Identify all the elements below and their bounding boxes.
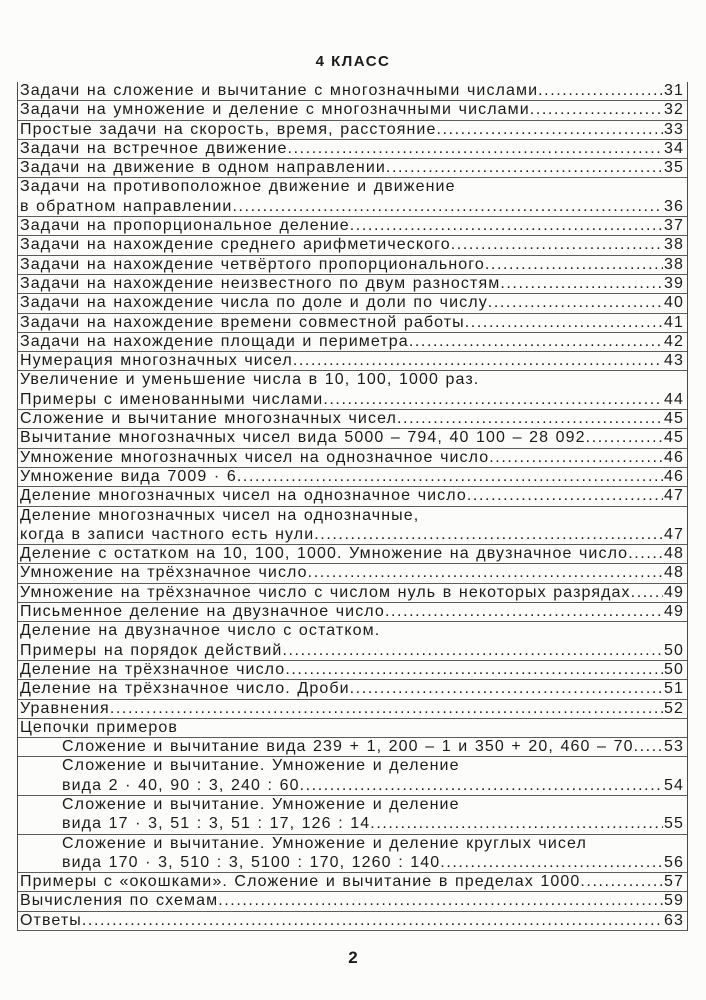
leader-dots (500, 275, 663, 294)
toc-sub-entry-line (18, 835, 687, 854)
toc-entry (18, 912, 687, 931)
table-of-contents (17, 82, 688, 931)
toc-page-number: 59 (664, 892, 684, 910)
toc-entry-title: Деление многозначных чисел на однозначное число (20, 487, 467, 505)
toc-page-number: 38 (664, 236, 684, 254)
toc-sub-entry-title: Сложение и вычитание. Умножение и деление круглых чисел (62, 834, 587, 852)
toc-entry (18, 275, 687, 294)
toc-page-number: 55 (664, 815, 684, 833)
toc-page-number: 37 (664, 217, 684, 235)
toc-entry-line (18, 391, 687, 410)
toc-entry (18, 892, 687, 911)
toc-entry (18, 564, 687, 583)
toc-entry-line (18, 198, 687, 217)
leader-dots (409, 333, 663, 352)
toc-entry (18, 468, 687, 487)
toc-page-number: 47 (664, 487, 684, 505)
toc-entry (18, 236, 687, 255)
leader-dots (397, 410, 663, 429)
toc-entry-title: Деление на трёхзначное число. Дроби (20, 680, 350, 698)
toc-entry-title: Деление на трёхзначное число (20, 660, 286, 678)
toc-sub-entry (18, 738, 687, 757)
toc-sub-entry-line (18, 757, 687, 776)
toc-page-number: 48 (664, 545, 684, 563)
toc-page-number: 36 (664, 197, 684, 215)
toc-entry-title: Задачи на сложение и вычитание с многозначными числами (20, 82, 539, 99)
toc-page-number: 47 (664, 525, 684, 543)
toc-entry-title-continued: в обратном направлении (20, 197, 233, 215)
toc-entry-title: Письменное деление на двузначное число (20, 603, 385, 621)
toc-page-number: 33 (664, 120, 684, 138)
toc-entry-title: Простые задачи на скорость, время, расстояние (20, 120, 437, 138)
toc-page-number: 45 (664, 429, 684, 447)
toc-page-number: 42 (664, 332, 684, 350)
leader-dots (386, 159, 663, 178)
leader-dots (586, 429, 663, 448)
leader-dots (282, 642, 663, 661)
toc-sub-entry (18, 757, 687, 796)
toc-sub-entry-title: Сложение и вычитание. Умножение и деление (62, 757, 460, 775)
toc-page-number: 46 (664, 448, 684, 466)
toc-sub-entry-title-continued: вида 2 · 40, 90 : 3, 240 : 60 (62, 776, 300, 794)
toc-entry-title: Деление на двузначное число с остатком. (20, 622, 381, 640)
toc-entry (18, 603, 687, 622)
leader-dots (580, 873, 663, 892)
toc-entry-title: Деление многозначных чисел на однозначные, (20, 506, 420, 524)
leader-dots (628, 545, 663, 564)
toc-entry (18, 314, 687, 333)
toc-page-number: 50 (664, 660, 684, 678)
toc-entry (18, 159, 687, 178)
leader-dots (288, 140, 663, 159)
toc-sub-entry-line (18, 854, 687, 873)
leader-dots (314, 526, 663, 545)
toc-entry (18, 584, 687, 603)
leader-dots (465, 314, 663, 333)
leader-dots (218, 892, 663, 911)
toc-sub-entry-line (18, 796, 687, 815)
toc-entry-title: Задачи на нахождение площади и периметра (20, 332, 409, 350)
toc-page-number: 52 (664, 699, 684, 717)
leader-dots (285, 661, 663, 680)
toc-entry (18, 873, 687, 892)
leader-dots (538, 82, 663, 101)
toc-entry-title: Задачи на нахождение неизвестного по двум разностям (20, 274, 501, 292)
toc-page-number: 32 (664, 101, 684, 119)
toc-entry-title-continued: Примеры на порядок действий (20, 641, 283, 659)
toc-sub-entry (18, 796, 687, 835)
toc-entry-title: Задачи на нахождение времени совместной работы (20, 313, 465, 331)
toc-entry-title: Примеры с «окошками». Сложение и вычитание в пределах 1000 (20, 873, 581, 891)
toc-entry-title: Умножение многозначных чисел на однозначное число (20, 448, 490, 466)
toc-entry-title: Задачи на нахождение среднего арифметического (20, 236, 451, 254)
toc-entry-title: Умножение на трёхзначное число (20, 564, 308, 582)
leader-dots (350, 680, 663, 699)
toc-page-number: 46 (664, 467, 684, 485)
toc-entry (18, 178, 687, 217)
leader-dots (489, 449, 663, 468)
toc-entry (18, 507, 687, 546)
toc-entry (18, 661, 687, 680)
toc-entry (18, 101, 687, 120)
leader-dots (370, 815, 663, 834)
toc-page-number: 51 (664, 680, 684, 698)
toc-entry-line (18, 507, 687, 526)
toc-group-title: Цепочки примеров (20, 718, 178, 736)
leader-dots (440, 854, 663, 873)
toc-group-chains (18, 719, 687, 873)
toc-page-number: 54 (664, 776, 684, 794)
toc-entry-title: Вычитание многозначных чисел вида 5000 – 794, 40 100 – 28 092 (20, 429, 586, 447)
toc-group-title-line (18, 719, 687, 738)
toc-entry-title-continued: когда в записи частного есть нули (20, 525, 315, 543)
toc-entry (18, 121, 687, 140)
toc-page-number: 31 (664, 82, 684, 99)
toc-page-number: 57 (664, 873, 684, 891)
toc-entry-title: Умножение на трёхзначное число с числом нуль в некоторых разрядах (20, 583, 631, 601)
toc-page-number: 49 (664, 583, 684, 601)
toc-entry-title: Ответы (20, 911, 82, 929)
leader-dots (451, 236, 663, 255)
leader-dots (237, 468, 663, 487)
toc-page-number: 34 (664, 139, 684, 157)
toc-page-number: 35 (664, 159, 684, 177)
toc-entry-title-continued: Примеры с именованными числами (20, 390, 324, 408)
toc-sub-entry-line (18, 777, 687, 796)
leader-dots (110, 700, 663, 719)
toc-entry-title: Задачи на встречное движение (20, 139, 288, 157)
toc-entry-title: Задачи на движение в одном направлении (20, 159, 386, 177)
toc-entry (18, 700, 687, 719)
leader-dots (436, 121, 663, 140)
toc-page-number: 56 (664, 853, 684, 871)
toc-page-number: 43 (664, 352, 684, 370)
toc-entry-title: Вычисления по схемам (20, 892, 219, 910)
toc-entry-title: Задачи на пропорциональное деление (20, 217, 350, 235)
leader-dots (467, 487, 663, 506)
toc-page-number: 38 (664, 255, 684, 273)
toc-entry (18, 371, 687, 410)
leader-dots (232, 198, 663, 217)
toc-sub-entry-title: Сложение и вычитание вида 239 + 1, 200 – 1 и 350 + 20, 460 – 70 (62, 738, 634, 756)
leader-dots (82, 912, 663, 931)
leader-dots (385, 603, 663, 622)
toc-entry (18, 140, 687, 159)
toc-entry-title: Задачи на нахождение числа по доле и доли по числу (20, 294, 488, 312)
toc-page-number: 50 (664, 641, 684, 659)
toc-entry (18, 429, 687, 448)
toc-entry-line (18, 642, 687, 661)
toc-entry (18, 256, 687, 275)
toc-entry (18, 352, 687, 371)
toc-page-number: 48 (664, 564, 684, 582)
toc-entry-line (18, 371, 687, 390)
toc-entry (18, 545, 687, 564)
toc-sub-entry-title: Сложение и вычитание. Умножение и деление (62, 795, 460, 813)
leader-dots (634, 738, 663, 757)
toc-page-number: 45 (664, 410, 684, 428)
toc-entry-title: Сложение и вычитание многозначных чисел (20, 410, 397, 428)
toc-entry-title: Задачи на умножение и деление с многозначными числами (20, 101, 530, 119)
toc-entry (18, 294, 687, 313)
toc-entry-line (18, 622, 687, 641)
toc-entry-title: Умножение вида 7009 · 6 (20, 467, 237, 485)
toc-page-number: 63 (664, 911, 684, 929)
leader-dots (308, 564, 663, 583)
toc-sub-entry-title-continued: вида 17 · 3, 51 : 3, 51 : 17, 126 : 14 (62, 815, 371, 833)
toc-sub-entry-title-continued: вида 170 · 3, 510 : 3, 5100 : 170, 1260 : 140 (62, 853, 441, 871)
toc-entry (18, 449, 687, 468)
toc-entry-title: Задачи на нахождение четвёртого пропорционального (20, 255, 485, 273)
toc-entry-title: Увеличение и уменьшение числа в 10, 100, 1000 раз. (20, 371, 480, 389)
toc-page-number: 39 (664, 274, 684, 292)
page-number: 2 (348, 948, 358, 967)
leader-dots (350, 217, 663, 236)
toc-page-number: 53 (664, 738, 684, 756)
leader-dots (530, 101, 663, 120)
toc-page-number: 40 (664, 294, 684, 312)
leader-dots (631, 584, 663, 603)
toc-page-number: 41 (664, 313, 684, 331)
leader-dots (488, 294, 663, 313)
toc-entry-line (18, 178, 687, 197)
leader-dots (323, 391, 663, 410)
toc-entry (18, 217, 687, 236)
toc-entry-line (18, 526, 687, 545)
toc-entry (18, 487, 687, 506)
toc-entry-title: Задачи на противоположное движение и движение (20, 178, 456, 196)
leader-dots (300, 777, 663, 796)
section-heading: 4 КЛАСС (315, 53, 391, 70)
toc-sub-entry-line (18, 815, 687, 834)
toc-page-number: 49 (664, 603, 684, 621)
leader-dots (485, 256, 663, 275)
toc-entry-title: Нумерация многозначных чисел (20, 352, 293, 370)
toc-entry (18, 410, 687, 429)
toc-entry (18, 82, 687, 101)
toc-entry (18, 333, 687, 352)
leader-dots (293, 352, 663, 371)
toc-sub-entry (18, 835, 687, 874)
toc-entry (18, 680, 687, 699)
toc-entry (18, 622, 687, 661)
toc-page-number: 44 (664, 390, 684, 408)
toc-entry-title: Деление с остатком на 10, 100, 1000. Умножение на двузначное число (20, 545, 629, 563)
toc-entry-title: Уравнения (20, 699, 110, 717)
